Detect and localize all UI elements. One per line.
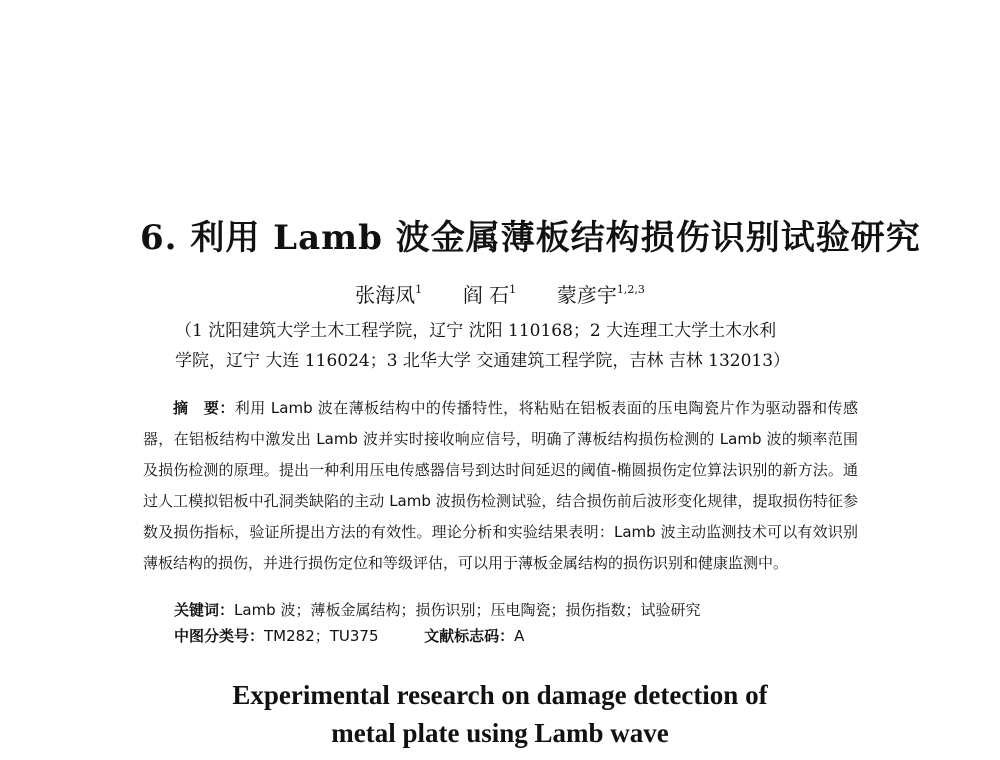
author-list	[0, 279, 1000, 308]
abstract-text: 利用 Lamb 波在薄板结构中的传播特性，将粘贴在铝板表面的压电陶瓷片作为驱动器和传感器，在铝板结构中激发出 Lamb 波并实时接收响应信号，明确了薄板结构损伤检测的 Lamb 波的频率范围及损伤检测的原理。提出一种利用压电传感器信号到达时间延迟的阈值-椭圆损伤定位算法识别的新方法。通过人工模拟铝板中孔洞类缺陷的主动 Lamb 波损伤检测试验，结合损伤前后波形变化规律，提取损伤特征参数及损伤指标，验证所提出方法的有效性。理论分析和实验结果表明：Lamb 波主动监测技术可以有效识别薄板结构的损伤，并进行损伤定位和等级评估，可以用于薄板金属结构的损伤识别和健康监测中。	[143, 399, 858, 572]
keywords	[174, 599, 700, 620]
document-code: A	[514, 627, 525, 645]
english-title-line: metal plate using Lamb wave	[331, 718, 669, 748]
author-name: 阎 石	[462, 283, 510, 307]
author-affiliation-mark: 1	[415, 283, 423, 296]
affiliation-line: 学院，辽宁 大连 116024；3 北华大学 交通建筑工程学院，吉林 吉林 132013）	[175, 351, 791, 371]
author-name: 张海凤	[355, 283, 416, 307]
keywords-text: Lamb 波；薄板金属结构；损伤识别；压电陶瓷；损伤指数；试验研究	[234, 601, 701, 619]
classification-row	[174, 625, 524, 646]
abstract	[143, 393, 858, 579]
document-code-label: 文献标志码：	[424, 627, 515, 645]
author-affiliation-mark: 1,2,3	[616, 283, 645, 296]
english-title-line: Experimental research on damage detection of	[232, 680, 768, 710]
keywords-label: 关键词：	[174, 601, 235, 619]
author-name: 蒙彦宇	[556, 283, 617, 307]
classification-label: 中图分类号：	[174, 627, 265, 645]
classification-code: TM282；TU375	[264, 627, 379, 645]
abstract-label: 摘 要：	[173, 399, 235, 417]
author-affiliation-mark: 1	[509, 283, 517, 296]
paper-title: 6. 利用 Lamb 波金属薄板结构损伤识别试验研究	[140, 218, 921, 258]
affiliation-line: （1 沈阳建筑大学土木工程学院，辽宁 沈阳 110168；2 大连理工大学土木水利	[175, 321, 777, 341]
